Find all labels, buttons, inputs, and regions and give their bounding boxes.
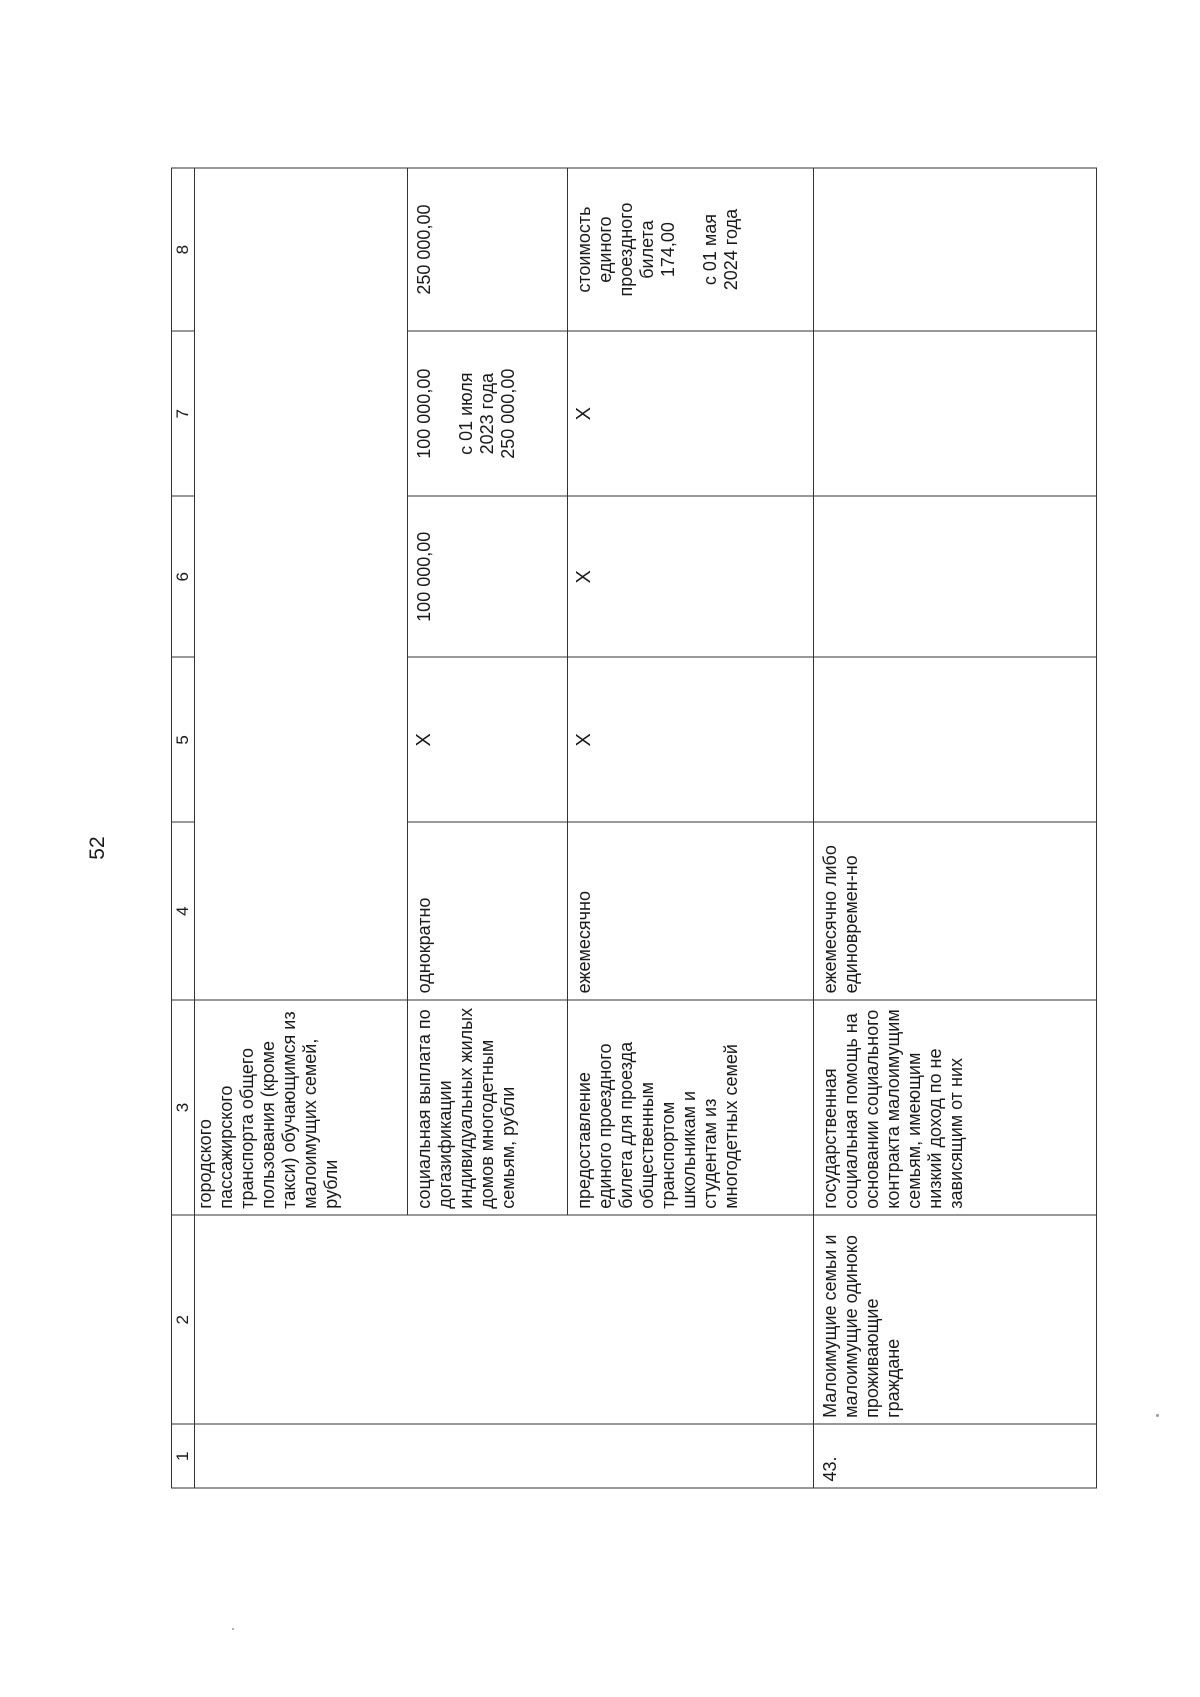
cell-col8: 250 000,00: [408, 168, 568, 331]
page-number: 52: [86, 836, 109, 860]
cell-col5: Х: [408, 657, 568, 822]
cell-col7: [814, 331, 1097, 496]
scan-speck: [1156, 1414, 1159, 1417]
header-cell: 4: [172, 822, 195, 999]
cell-number: [195, 1424, 814, 1488]
cell-col8: стоимость единого проездного билета 174,00 с 01 мая 2024 года: [568, 168, 814, 331]
header-cell: 3: [172, 1000, 195, 1215]
cell-measure: предоставление единого проездного билета для проезда общественным транспортом школьникам и студентам из многодетных семей: [568, 1000, 814, 1215]
cell-col6: [814, 496, 1097, 657]
cell-col6: 100 000,00: [408, 496, 568, 657]
cell-col6: Х: [568, 496, 814, 657]
cell-frequency: ежемесячно: [568, 822, 814, 999]
cell-measure: городского пассажирского транспорта общего пользования (кроме такси) обучающимся из малоимущих семей, рубли: [195, 1000, 408, 1215]
cell-number: 43.: [814, 1424, 1097, 1488]
cell-col7: Х: [568, 331, 814, 496]
cell-col7: 100 000,00 с 01 июля 2023 года 250 000,00: [408, 331, 568, 496]
cell-measure: социальная выплата по догазификации индивидуальных жилых домов многодетным семьям, рубли: [408, 1000, 568, 1215]
cell-col5: [814, 657, 1097, 822]
cell-category: Малоимущие семьи и малоимущие одиноко проживающие граждане: [814, 1215, 1097, 1424]
benefits-table-wrapper: [171, 168, 1097, 1489]
scan-speck: [232, 1628, 234, 1630]
header-cell: 1: [172, 1424, 195, 1488]
cell-col8: [814, 168, 1097, 331]
cell-frequency: ежемесячно либо единовремен-но: [814, 822, 1097, 999]
cell-measure: государственная социальная помощь на основании социального контракта малоимущим семьям, имеющим низкий доход по не зависящим от них: [814, 1000, 1097, 1215]
benefits-table: [171, 168, 1097, 1489]
cell-frequency: однократно: [408, 822, 568, 999]
header-cell: 6: [172, 496, 195, 657]
table-row: [195, 168, 408, 1488]
cell-empty-merged: [195, 168, 408, 1000]
header-cell: 7: [172, 331, 195, 496]
header-cell: 8: [172, 168, 195, 331]
table-row: [814, 168, 1097, 1488]
header-cell: 2: [172, 1215, 195, 1424]
header-cell: 5: [172, 657, 195, 822]
cell-col5: Х: [568, 657, 814, 822]
cell-category: [195, 1215, 814, 1424]
table-header-row: [172, 168, 195, 1488]
